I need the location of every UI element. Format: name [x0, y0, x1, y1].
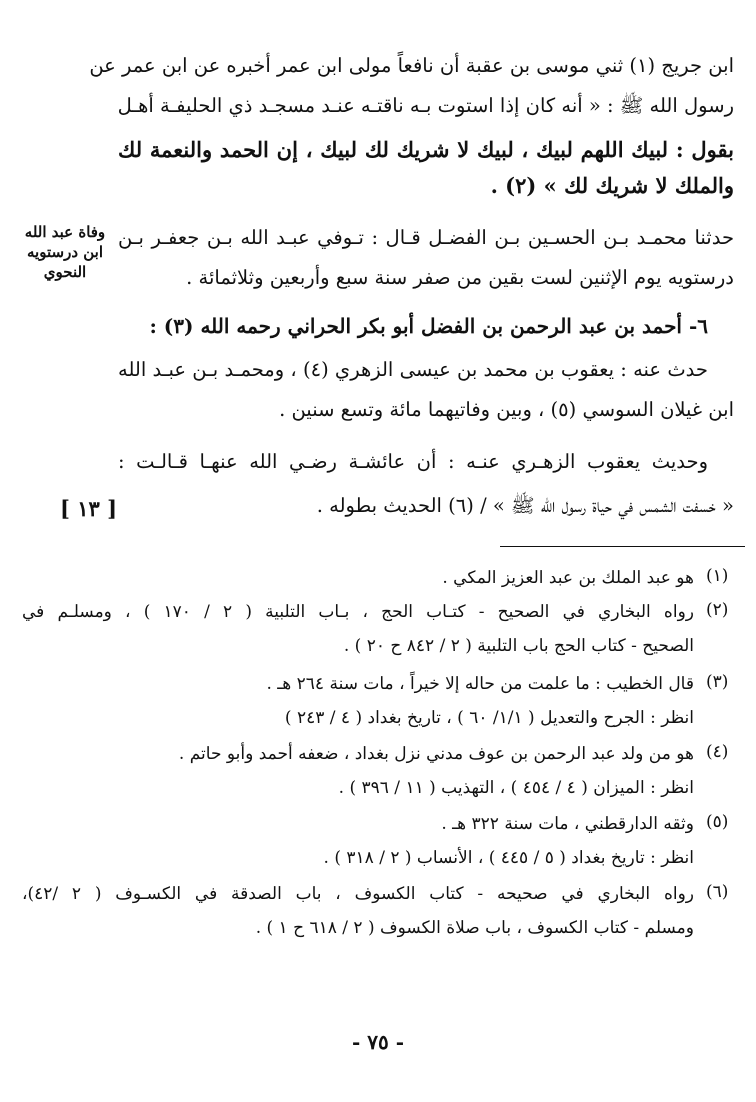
- main-line: ابن جريج (١) ثني موسى بن عقبة أن نافعاً مولى ابن عمر أخبره عن ابن عمر عن: [89, 54, 734, 77]
- footnote-line: هو عبد الملك بن عبد العزيز المكي .: [442, 568, 694, 588]
- main-line: بقول : لبيك اللهم لبيك ، لبيك لا شريك لك لبيك ، إن الحمد والنعمة لك: [118, 137, 734, 162]
- margin-note-line: وفاة عبد الله: [24, 223, 106, 241]
- section-heading: ٦- أحمد بن عبد الرحمن بن الفضل أبو بكر الحراني رحمه الله (٣) :: [149, 314, 708, 338]
- footnote-line: انظر : تاريخ بغداد ( ٥ / ٤٤٥ ) ، الأنساب ( ٢ / ٣١٨ ) .: [323, 848, 694, 868]
- footnote-line: ومسلم - كتاب الكسوف ، باب صلاة الكسوف ( ٢ / ٦١٨ ح ١ ) .: [255, 918, 694, 938]
- footnote-line: الصحيح - كتاب الحج باب التلبية ( ٢ / ٨٤٢ ح ٢٠ ) .: [343, 636, 694, 656]
- footnote-number: (١): [706, 566, 729, 586]
- footnote-number: (٤): [706, 742, 729, 762]
- footnote-line: هو من ولد عبد الرحمن بن عوف مدني نزل بغداد ، ضعفه أحمد وأبو حاتم .: [178, 744, 694, 764]
- margin-note-line: النحوي: [43, 263, 87, 281]
- main-line: ابن غيلان السوسي (٥) ، وبين وفاتيهما مائة وتسع سنين .: [279, 398, 734, 421]
- footnote-line: انظر : الميزان ( ٤ / ٤٥٤ ) ، التهذيب ( ١١ / ٣٩٦ ) .: [338, 778, 694, 798]
- footnote-number: (٦): [706, 882, 729, 902]
- margin-note: [10, 222, 120, 282]
- main-line: والملك لا شريك لك » (٢) .: [490, 173, 734, 198]
- main-line: حدث عنه : يعقوب بن محمد بن عيسى الزهري (٤) ، ومحمـد بـن عبـد الله: [118, 358, 708, 381]
- main-line: وحديث يعقوب الزهـري عنـه : أن عائشـة رضـي الله عنهـا قـالـت :: [118, 450, 708, 473]
- main-line: حدثنا محمـد بـن الحسـين بـن الفضـل قـال : تـوفي عبـد الله بـن جعفـر بـن: [118, 226, 734, 249]
- footnote-number: (٢): [706, 600, 729, 620]
- footnote-line: وثقه الدارقطني ، مات سنة ٣٢٢ هـ .: [441, 814, 694, 834]
- margin-note-line: ابن درستويه: [27, 243, 103, 261]
- footnote-number: (٥): [706, 812, 729, 832]
- main-line: رسول الله ﷺ : « أنه كان إذا استوت بـه ناقتـه عنـد مسجـد ذي الحليفـة أهـل: [117, 94, 734, 117]
- footnote-separator: [500, 546, 745, 547]
- main-line: « خسفت الشمس في حياة رسول الله ﷺ » / (٦) الحديث بطوله .: [316, 494, 734, 517]
- main-line: درستويه يوم الإثنين لست بقين من صفر سنة سبع وأربعين وثلاثمائة .: [186, 266, 734, 289]
- footnote-number: (٣): [706, 672, 729, 692]
- footnote-line: رواه البخاري في صحيحه - كتاب الكسوف ، باب الصدقة في الكسـوف ( ٢ /٤٢)،: [22, 884, 694, 904]
- footnote-line: رواه البخاري في الصحيح - كتـاب الحج ، بـاب التلبية ( ٢ / ١٧٠ ) ، ومسلـم في: [22, 602, 694, 622]
- page-marker: [ ١٣ ]: [60, 496, 118, 521]
- footnote-line: قال الخطيب : ما علمت من حاله إلا خيراً ، مات سنة ٢٦٤ هـ .: [266, 674, 694, 694]
- footnote-line: انظر : الجرح والتعديل ( ١/١/ ٦٠ ) ، تاريخ بغداد ( ٤ / ٢٤٣ ): [284, 708, 694, 728]
- page-number: - ٧٥ -: [351, 1030, 404, 1054]
